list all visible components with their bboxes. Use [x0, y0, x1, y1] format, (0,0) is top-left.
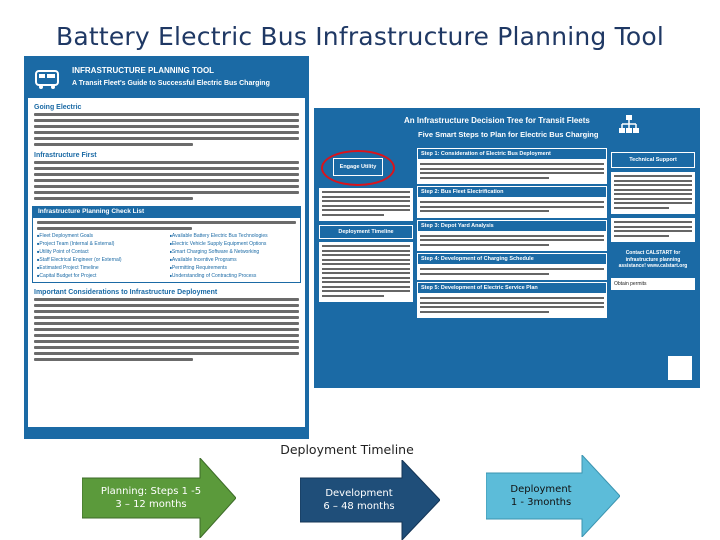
technical-support-box: Technical Support [611, 152, 695, 168]
timeline-stage-label: Development [325, 488, 393, 499]
step-4-bar: Step 4: Development of Charging Schedule [417, 253, 607, 265]
decision-tree-subtitle: Five Smart Steps to Plan for Electric Bus Charging [418, 130, 599, 139]
step-content [417, 294, 607, 318]
step-content [417, 232, 607, 252]
document-footer [28, 427, 305, 435]
bus-icon [34, 68, 60, 90]
document-header-subtitle: A Transit Fleet's Guide to Successful Electric Bus Charging [72, 80, 270, 87]
timeline-arrow-planning [82, 458, 236, 538]
slide-title: Battery Electric Bus Infrastructure Planning Tool [55, 22, 665, 51]
checklist-item: ■ Utility Point of Contact [37, 249, 164, 255]
checklist-item: ■ Estimated Project Timeline [37, 265, 164, 271]
checklist-item: ■ Project Team (Internal & External) [37, 241, 164, 247]
section-going-electric: Going Electric [34, 104, 82, 111]
section-infrastructure-first: Infrastructure First [34, 152, 97, 159]
step-2-bar: Step 2: Bus Fleet Electrification [417, 186, 607, 198]
timeline-stage-duration: 1 - 3months [510, 497, 572, 508]
energy-notes [611, 218, 695, 242]
highlight-circle [321, 150, 395, 186]
section-important-considerations: Important Considerations to Infrastructure Deployment [34, 289, 218, 296]
timeline-arrow-development [300, 460, 440, 540]
utility-notes [319, 188, 413, 221]
step-content [417, 265, 607, 280]
step-content [417, 160, 607, 184]
paragraph-important-considerations [34, 298, 299, 361]
timeline-heading: Deployment Timeline [280, 442, 414, 457]
checklist-item: ■ Understanding of Contracting Process [170, 273, 297, 279]
step-3-bar: Step 3: Depot Yard Analysis [417, 220, 607, 232]
checklist-title: Infrastructure Planning Check List [32, 206, 301, 217]
timeline-stage-label: Planning: Steps 1 -5 [100, 486, 202, 497]
checklist-item: ■ Capital Budget for Project [37, 273, 164, 279]
paragraph-going-electric [34, 113, 299, 146]
checklist-item: ■ Smart Charging Software & Networking [170, 249, 297, 255]
document-header-title: INFRASTRUCTURE PLANNING TOOL [72, 66, 215, 75]
timeline-stage-label: Deployment [510, 484, 572, 495]
document-header [28, 60, 305, 98]
technical-support-notes [611, 172, 695, 214]
timeline-stage-duration: 3 – 12 months [115, 499, 187, 510]
checklist-item: ■ Available Incentive Programs [170, 257, 297, 263]
checklist-box [32, 217, 301, 283]
checklist-item: ■ Permitting Requirements [170, 265, 297, 271]
planning-tool-document [24, 56, 309, 439]
checklist-item: ■ Staff Electrical Engineer (or External) [37, 257, 164, 263]
checklist-item: ■ Available Battery Electric Bus Technologies [170, 233, 297, 239]
checklist-item: ■ Electric Vehicle Supply Equipment Options [170, 241, 297, 247]
timeline-notes [319, 242, 413, 302]
checklist-item: ■ Fleet Deployment Goals [37, 233, 164, 239]
deployment-timeline-box: Deployment Timeline [319, 225, 413, 239]
decision-tree-document [314, 108, 700, 388]
calstart-logo [667, 355, 693, 381]
step-content [417, 198, 607, 218]
timeline-stage-duration: 6 – 48 months [323, 501, 395, 512]
decision-tree-icon [618, 114, 640, 136]
timeline-arrow-deployment [486, 455, 620, 537]
engage-utility-box: Engage Utility [333, 158, 383, 176]
decision-tree-title: An Infrastructure Decision Tree for Transit Fleets [404, 116, 590, 125]
paragraph-infrastructure-first [34, 161, 299, 200]
step-5-bar: Step 5: Development of Electric Service Plan [417, 282, 607, 294]
obtain-permits: Obtain permits [611, 278, 695, 290]
step-1-bar: Step 1: Consideration of Electric Bus Deployment [417, 148, 607, 160]
contact-calstart: Contact CALSTART for infrastructure planning assistance! www.calstart.org [611, 246, 695, 274]
